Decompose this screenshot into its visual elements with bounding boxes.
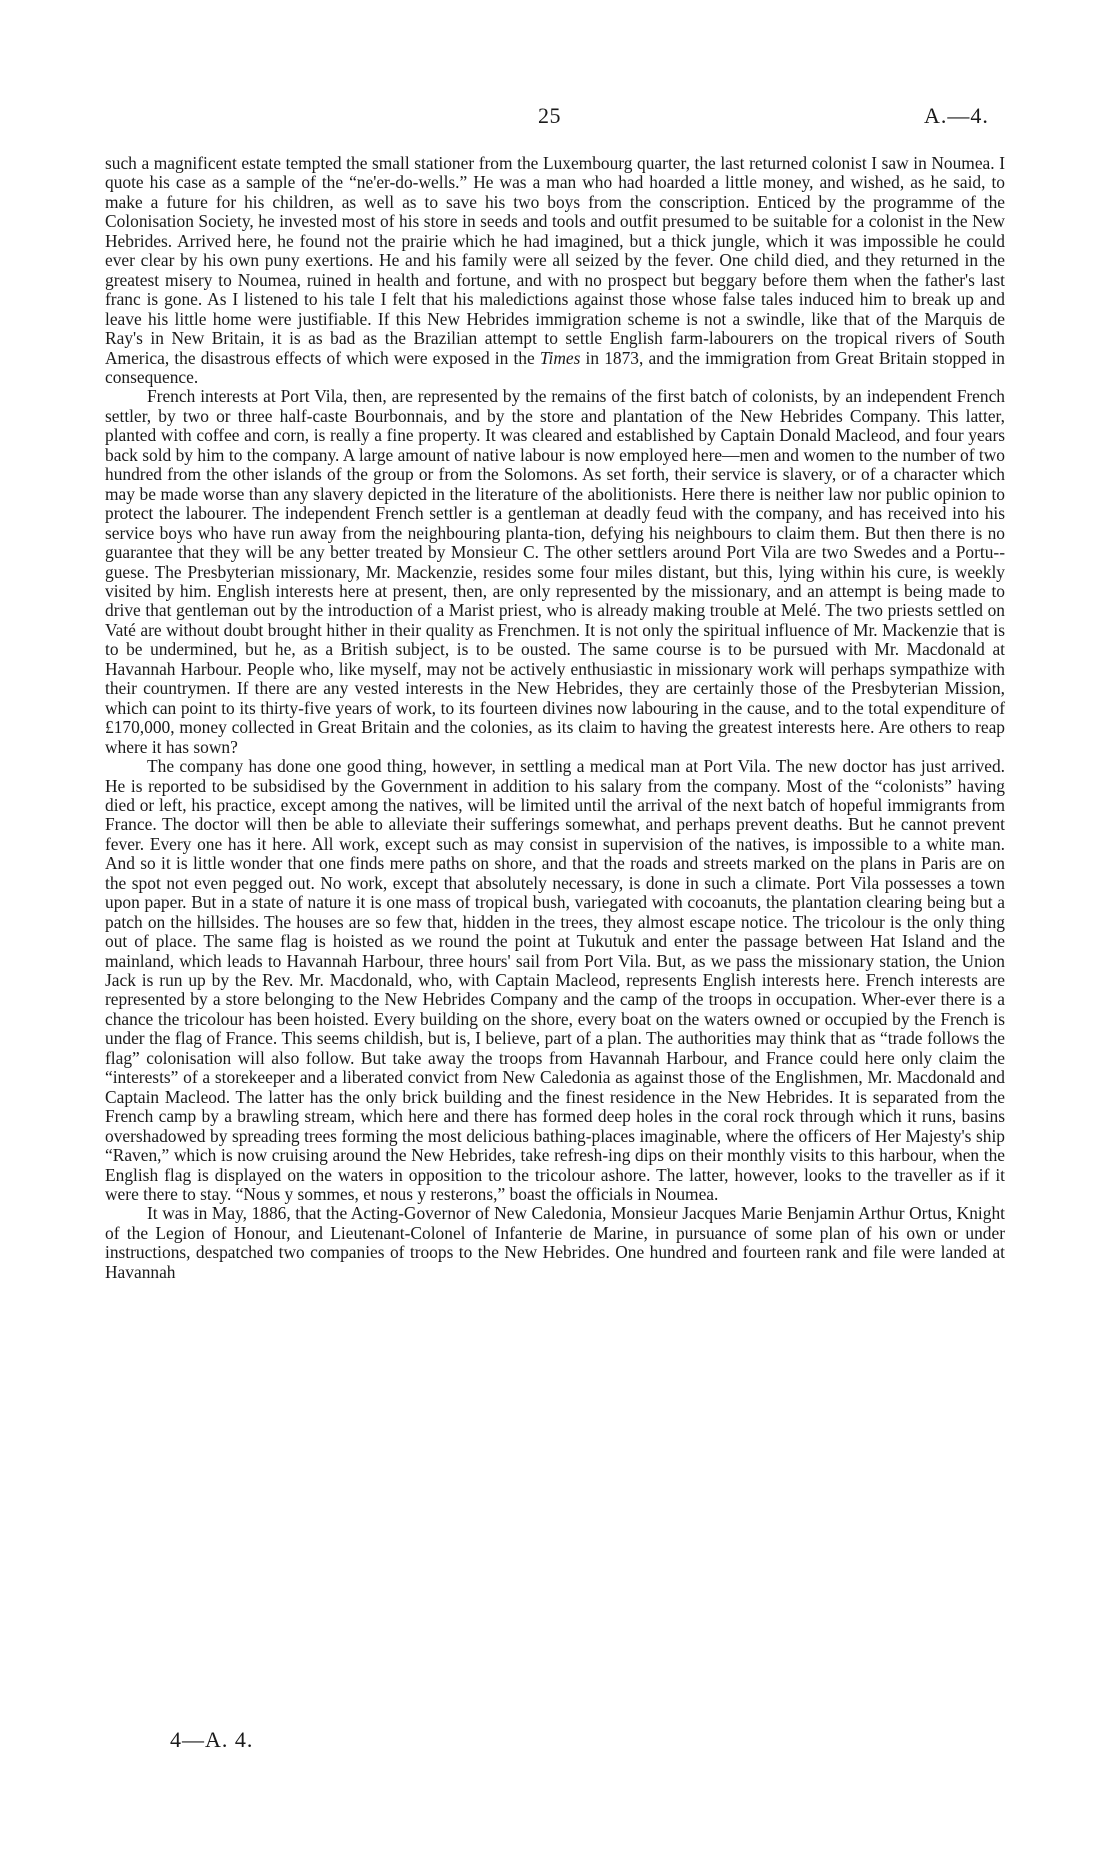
signature-mark: 4—A. 4. <box>170 1727 254 1752</box>
document-reference: A.—4. <box>924 103 989 128</box>
body-text <box>105 154 1005 1282</box>
page-header <box>0 103 1114 133</box>
paragraph-2: French interests at Port Vila, then, are represented by the remains of the first batch of colonists, by an independent French settler, by two or three half-caste Bourbonnais, and by the store and plantation of the New Hebrides Company. This latter, planted with coffee and corn, is really a fine property. It was cleared and established by Captain Donald Macleod, and four years back sold by him to the company. A large amount of native labour is now employed here—men and women to the number of two hundred from the other islands of the group or from the Solomons. As set forth, their service is slavery, or of a character which may be made worse than any slavery depicted in the literature of the abolitionists. Here there is neither law nor public opinion to protect the labourer. The independent French settler is a gentleman at deadly feud with the company, and has received into his service boys who have run away from the neighbouring planta-tion, defying his neighbours to claim them. But then there is no guarantee that they will be any better treated by Monsieur C. The other settlers around Port Vila are two Swedes and a Portu-guese. The Presbyterian missionary, Mr. Mackenzie, resides some four miles distant, but this, lying within his cure, is weekly visited by him. English interests here at present, then, are only represented by the missionary, and an attempt is being made to drive that gentleman out by the introduction of a Marist priest, who is already making trouble at Melé. The two priests settled on Vaté are without doubt brought hither in their quality as Frenchmen. It is not only the spiritual influence of Mr. Mackenzie that is to be undermined, but he, as a British subject, is to be ousted. The same course is to be pursued with Mr. Macdonald at Havannah Harbour. People who, like myself, may not be actively enthusiastic in missionary work will perhaps sympathize with their countrymen. If there are any vested interests in the New Hebrides, they are certainly those of the Presbyterian Mission, which can point to its thirty-five years of work, to its fourteen divines now labouring in the cause, and to the total expenditure of £170,000, money collected in Great Britain and the colonies, as its claim to having the greatest interests here. Are others to reap where it has sown? <box>105 386 1005 757</box>
paragraph-1-text-a: such a magnificent estate tempted the small stationer from the Luxembourg quarter, the last returned colonist I saw in Noumea. I quote his case as a sample of the “ne'er-do-wells.” He was a man who had hoarded a little money, and wished, as he said, to make a future for his children, as well as to save his two boys from the conscription. Enticed by the programme of the Colonisation Society, he invested most of his store in seeds and tools and outfit presumed to be suitable for a colonist in the New Hebrides. Arrived here, he found not the prairie which he had imagined, but a thick jungle, which it was impossible he could ever clear by his own puny exertions. He and his family were all seized by the fever. One child died, and they returned in the greatest misery to Noumea, ruined in health and fortune, and with no prospect but beggary before them when the father's last franc is gone. As I listened to his tale I felt that his maledictions against those whose false tales induced him to break up and leave his little home were justifiable. If this New Hebrides immigration scheme is not a swindle, like that of the Marquis de Ray's in New Britain, it is as bad as the Brazilian attempt to settle English farm-labourers on the tropical rivers of South America, the disastrous effects of which were exposed in the <box>105 153 1005 368</box>
paragraph-3: The company has done one good thing, however, in settling a medical man at Port Vila. The new doctor has just arrived. He is reported to be subsidised by the Government in addition to his salary from the company. Most of the “colonists” having died or left, his practice, except among the natives, will be limited until the arrival of the next batch of hopeful immigrants from France. The doctor will then be able to alleviate their sufferings somewhat, and perhaps prevent deaths. But he cannot prevent fever. Every one has it here. All work, except such as may consist in supervision of the natives, is impossible to a white man. And so it is little wonder that one finds mere paths on shore, and that the roads and streets marked on the plans in Paris are on the spot not even pegged out. No work, except that absolutely necessary, is done in such a climate. Port Vila possesses a town upon paper. But in a state of nature it is one mass of tropical bush, variegated with cocoanuts, the plantation clearing being but a patch on the hillsides. The houses are so few that, hidden in the trees, they almost escape notice. The tricolour is the only thing out of place. The same flag is hoisted as we round the point at Tukutuk and enter the passage between Hat Island and the mainland, which leads to Havannah Harbour, three hours' sail from Port Vila. But, as we pass the missionary station, the Union Jack is run up by the Rev. Mr. Macdonald, who, with Captain Macleod, represents English interests here. French interests are represented by a store belonging to the New Hebrides Company and the camp of the troops in occupation. Wher-ever there is a chance the tricolour has been hoisted. Every building on the shore, every boat on the waters owned or occupied by the French is under the flag of France. This seems childish, but is, I believe, part of a plan. The authorities may think that as “trade follows the flag” colonisation will also follow. But take away the troops from Havannah Harbour, and France could here only claim the “interests” of a storekeeper and a liberated convict from New Caledonia as against those of the Englishmen, Mr. Macdonald and Captain Macleod. The latter has the only brick building and the finest residence in the New Hebrides. It is separated from the French camp by a brawling stream, which here and there has formed deep holes in the coral rock through which it runs, basins overshadowed by spreading trees forming the most delicious bathing-places imaginable, where the officers of Her Majesty's ship “Raven,” which is now cruising around the New Hebrides, take refresh-ing dips on their monthly visits to this harbour, when the English flag is displayed on the waters in opposition to the tricolour ashore. The latter, however, looks to the traveller as if it were there to stay. “Nous y sommes, et nous y resterons,” boast the officials in Noumea. <box>105 756 1005 1205</box>
newspaper-title: Times <box>539 347 581 368</box>
paragraph-4: It was in May, 1886, that the Acting-Governor of New Caledonia, Monsieur Jacques Marie Benjamin Arthur Ortus, Knight of the Legion of Honour, and Lieutenant-Colonel of Infanterie de Marine, in pursuance of some plan of his own or under instructions, despatched two companies of troops to the New Hebrides. One hundred and fourteen rank and file were landed at Havannah <box>105 1203 1005 1282</box>
paragraph-1 <box>105 154 1005 387</box>
paragraph-1-text-b: in 1873, and the immigration from Great Britain stopped in consequence. <box>105 347 1005 387</box>
page-number: 25 <box>538 103 561 128</box>
